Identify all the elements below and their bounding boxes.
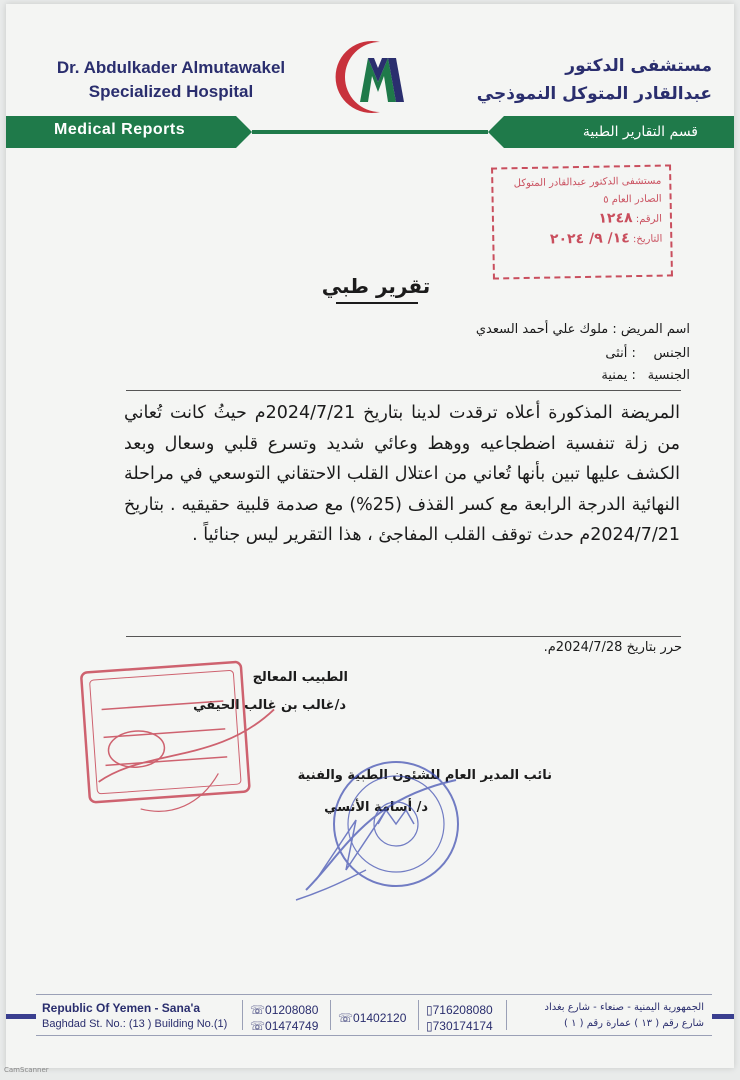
band-title-en: Medical Reports [54, 121, 186, 138]
phone-icon: ☏ [250, 1003, 266, 1017]
mobile-icon: ▯ [426, 1003, 433, 1017]
ref-label: الرقم: [635, 213, 663, 226]
footer-separator [506, 1000, 507, 1030]
divider-top [126, 390, 681, 391]
phone-icon: ☏ [250, 1019, 266, 1033]
issued-date: حرر بتاريخ 2024/7/28م. [543, 640, 682, 655]
ref-stamp-date-row [502, 229, 662, 252]
ref-date: ١٤/ ٩/ ٢٠٢٤ [549, 230, 630, 248]
footer-separator [242, 1000, 243, 1030]
nationality-row [601, 368, 690, 383]
hospital-crescent-logo [328, 36, 426, 116]
hospital-name-ar-line2: عبدالقادر المتوكل النموذجي [476, 84, 712, 104]
report-page [6, 4, 734, 1068]
ref-number: ١٢٤٨ [598, 210, 633, 227]
hospital-blue-seal [286, 740, 496, 910]
footer-phones-1 [250, 1002, 318, 1034]
footer-address-en [42, 1000, 227, 1032]
fax-icon: ☏ [338, 1011, 354, 1025]
ref-date-label: التاريخ: [632, 233, 663, 246]
footer-address-en-line2: Baghdad St. No.: (13 ) Building No.(1) [42, 1018, 228, 1030]
gender-label: الجنس [653, 346, 690, 361]
footer-phone-4: 716208080 [432, 1003, 493, 1017]
ref-stamp-hospital: مستشفى الدكتور عبدالقادر المتوكل [513, 175, 662, 190]
footer-separator [418, 1000, 419, 1030]
mobile-icon: ▯ [426, 1019, 433, 1033]
treating-doctor-name: د/غالب بن غالب الحيفي [193, 698, 346, 713]
treating-doctor-title: الطبيب المعالج [252, 670, 348, 685]
footer-accent-right [712, 1014, 734, 1019]
gender-row [605, 346, 690, 361]
hospital-name-en [36, 56, 306, 104]
patient-name: ملوك علي أحمد السعدي [475, 322, 609, 337]
patient-name-row [476, 322, 690, 337]
nationality-label: الجنسية [647, 368, 690, 383]
footer-phone-1: 01208080 [265, 1003, 319, 1017]
hospital-name-ar [452, 52, 712, 108]
hospital-name-en-line2: Specialized Hospital [88, 82, 254, 101]
divider-bottom [126, 636, 681, 637]
ref-stamp-outgoing: الصادر العام ٥ [603, 193, 662, 206]
band-title-ar: قسم التقارير الطبية [582, 124, 698, 140]
footer-phone-5: 730174174 [432, 1019, 493, 1033]
footer-accent-left [6, 1014, 36, 1019]
nationality-value: : يمنية [601, 368, 636, 383]
hospital-name-en-line1: Dr. Abdulkader Almutawakel [56, 58, 286, 77]
gender-value: : أنثى [605, 346, 636, 361]
title-underline [336, 302, 418, 304]
footer-separator [330, 1000, 331, 1030]
hospital-name-ar-line1: مستشفى الدكتور [565, 56, 712, 76]
reference-stamp [491, 164, 673, 279]
footer-phones-2 [338, 1010, 406, 1026]
deputy-director-name: د/ أسامة الأنسي [324, 800, 428, 815]
scanner-watermark: CamScanner [4, 1066, 49, 1074]
ref-stamp-number-row [502, 209, 662, 232]
doctor-red-stamp [76, 656, 286, 826]
footer-address-ar [544, 1000, 704, 1032]
patient-name-label: اسم المريض : [612, 322, 690, 337]
footer-phone-2: 01474749 [265, 1019, 319, 1033]
footer-address-ar-line2: شارع رقم ( ١٣ ) عمارة رقم ( ١ ) [564, 1018, 704, 1029]
footer-address-en-line1: Republic Of Yemen - Sana'a [42, 1001, 201, 1015]
report-body: المريضة المذكورة أعلاه ترقدت لدينا بتاريخ 2024/7/21م حيثُ كانت تُعاني من زلة تنفسية اضطجاعيه ووهط وعائي شديد وتسرع قلبي وسعال وبعد الكشف عليها تبين بأنها تُعاني من اعتلال القلب الاحتقاني التوسعي في مراحلة النهائية الدرجة الرابعة مع كسر القذف (25%) مع صدمة قلبية حقيقيه . بتاريخ 2024/7/21م حدث توقف القلب المفاجئ ، هذا التقرير ليس جنائياً . [124, 403, 680, 546]
deputy-director-title: نائب المدير العام للشئون الطبية والفنية [297, 768, 552, 783]
footer-address-ar-line1: الجمهورية اليمنية - صنعاء - شارع بغداد [544, 1002, 704, 1013]
footer-phones-3 [426, 1002, 493, 1034]
report-title: تقرير طبي [321, 274, 431, 298]
footer-phone-3: 01402120 [353, 1011, 407, 1025]
